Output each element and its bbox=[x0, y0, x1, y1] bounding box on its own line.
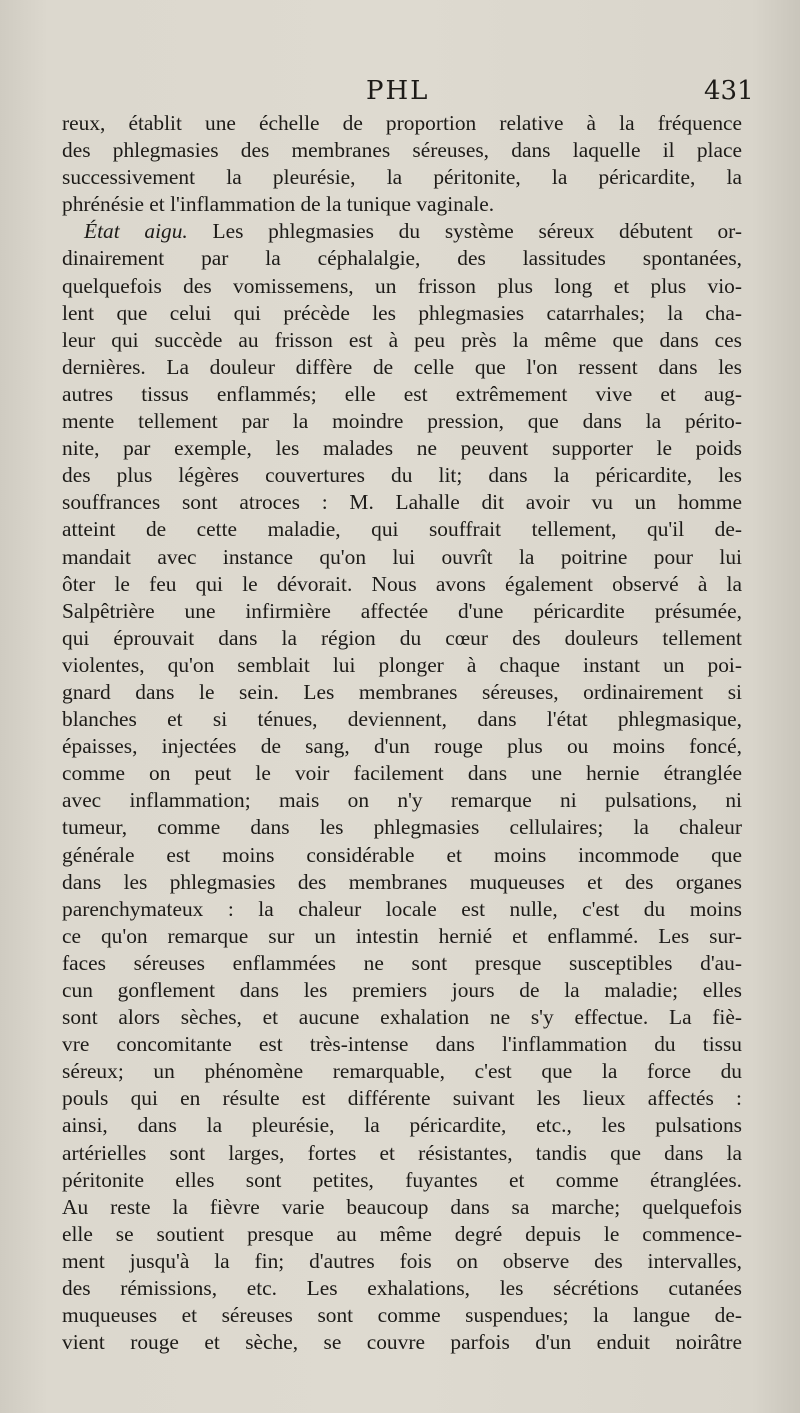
text-line: violentes, qu'on semblait lui plonger à chaque instant un poi- bbox=[62, 652, 742, 677]
text-line: ainsi, dans la pleurésie, la péricardite, etc., les pulsations bbox=[62, 1113, 742, 1138]
text-line: faces séreuses enflammées ne sont presque susceptibles d'au- bbox=[62, 950, 742, 975]
text-line: péritonite elles sont petites, fuyantes et comme étranglées. bbox=[62, 1167, 742, 1192]
text-line: gnard dans le sein. Les membranes séreuses, ordinairement si bbox=[62, 679, 742, 704]
text-line: cun gonflement dans les premiers jours de la maladie; elles bbox=[62, 978, 742, 1002]
text-line: des rémissions, etc. Les exhalations, les sécrétions cutanées bbox=[62, 1276, 742, 1301]
text-line: des plus légères couvertures du lit; dans la péricardite, les bbox=[62, 463, 742, 488]
text-line: quelquefois des vomissemens, un frisson plus long et plus vio- bbox=[62, 273, 742, 298]
text-line: blanches et si ténues, deviennent, dans l'état phlegmasique, bbox=[62, 707, 742, 732]
text-line: avec inflammation; mais on n'y remarque ni pulsations, ni bbox=[62, 788, 742, 813]
text-line: muqueuses et séreuses sont comme suspendues; la langue de- bbox=[62, 1303, 742, 1328]
text-line: qui éprouvait dans la région du cœur des douleurs tellement bbox=[62, 625, 742, 650]
body-text bbox=[62, 110, 742, 1356]
text-line: tumeur, comme dans les phlegmasies cellulaires; la chaleur bbox=[62, 815, 742, 840]
text-line: comme on peut le voir facilement dans une hernie étranglée bbox=[62, 761, 742, 786]
text-line: ce qu'on remarque sur un intestin hernié et enflammé. Les sur- bbox=[62, 923, 742, 948]
text-line: ment jusqu'à la fin; d'autres fois on observe des intervalles, bbox=[62, 1248, 742, 1273]
text-line: autres tissus enflammés; elle est extrêmement vive et aug- bbox=[62, 381, 742, 406]
running-title: PHL bbox=[366, 76, 430, 106]
text-line: souffrances sont atroces : M. Lahalle dit avoir vu un homme bbox=[62, 490, 742, 515]
text-line: successivement la pleurésie, la péritonite, la péricardite, la bbox=[62, 165, 742, 190]
text-line: parenchymateux : la chaleur locale est nulle, c'est du moins bbox=[62, 896, 742, 921]
text-line: lent que celui qui précède les phlegmasies catarrhales; la cha- bbox=[62, 300, 742, 325]
text-line: phrénésie et l'inflammation de la tunique vaginale. bbox=[62, 192, 495, 217]
text-line: artérielles sont larges, fortes et résistantes, tandis que dans la bbox=[62, 1140, 742, 1165]
text-line: Au reste la fièvre varie beaucoup dans sa marche; quelquefois bbox=[62, 1194, 742, 1219]
text-line: atteint de cette maladie, qui souffrait tellement, qu'il de- bbox=[62, 517, 742, 542]
text-line: Salpêtrière une infirmière affectée d'une péricardite présumée, bbox=[62, 598, 742, 623]
page-number: 431 bbox=[704, 76, 754, 106]
text-line-rest: Les phlegmasies du système séreux débutent or- bbox=[187, 219, 742, 244]
text-line: vient rouge et sèche, se couvre parfois d'un enduit noirâtre bbox=[62, 1330, 742, 1355]
text-line: leur qui succède au frisson est à peu près la même que dans ces bbox=[62, 327, 742, 352]
text-line: sont alors sèches, et aucune exhalation ne s'y effectue. La fiè- bbox=[62, 1005, 742, 1030]
text-line: vre concomitante est très-intense dans l'inflammation du tissu bbox=[62, 1032, 742, 1057]
text-line: mandait avec instance qu'on lui ouvrît la poitrine pour lui bbox=[62, 544, 742, 569]
text-line: générale est moins considérable et moins incommode que bbox=[62, 842, 742, 867]
text-line: des phlegmasies des membranes séreuses, dans laquelle il place bbox=[62, 138, 742, 163]
text-line: nite, par exemple, les malades ne peuvent supporter le poids bbox=[62, 436, 742, 461]
text-line: dans les phlegmasies des membranes muqueuses et des organes bbox=[62, 869, 742, 894]
running-header bbox=[0, 76, 800, 110]
text-line: ôter le feu qui le dévorait. Nous avons également observé à la bbox=[62, 571, 742, 596]
etat-aigu-heading: État aigu. bbox=[84, 219, 188, 244]
text-line: dernières. La douleur diffère de celle que l'on ressent dans les bbox=[62, 354, 742, 379]
text-line: dinairement par la céphalalgie, des lassitudes spontanées, bbox=[62, 246, 742, 271]
paragraph-start-line bbox=[62, 218, 742, 245]
text-line: mente tellement par la moindre pression, que dans la périto- bbox=[62, 409, 742, 434]
text-line: pouls qui en résulte est différente suivant les lieux affectés : bbox=[62, 1086, 742, 1111]
text-line: elle se soutient presque au même degré depuis le commence- bbox=[62, 1221, 742, 1246]
text-line: épaisses, injectées de sang, d'un rouge plus ou moins foncé, bbox=[62, 734, 742, 759]
text-line: séreux; un phénomène remarquable, c'est que la force du bbox=[62, 1059, 742, 1084]
text-line: reux, établit une échelle de proportion relative à la fréquence bbox=[62, 111, 742, 135]
